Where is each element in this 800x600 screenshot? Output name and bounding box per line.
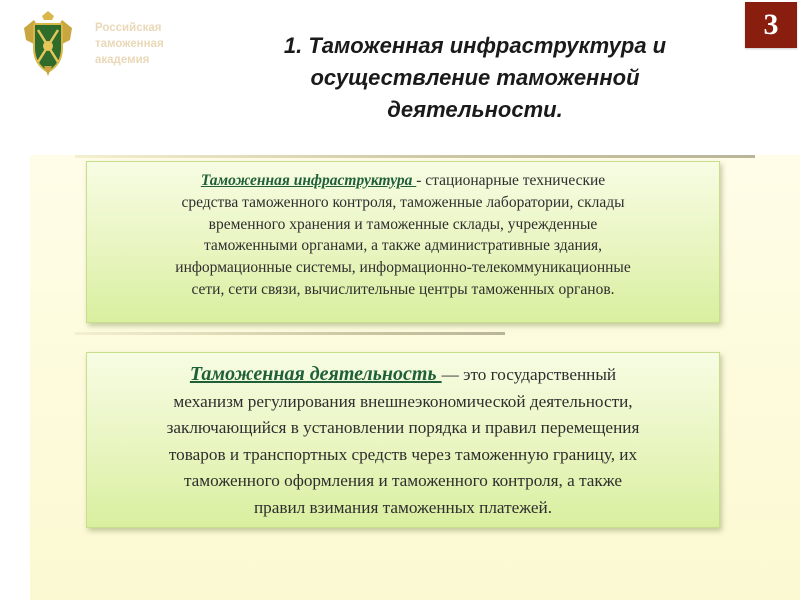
definition-card-infrastructure — [86, 161, 720, 323]
slide-title-line-3: деятельности. — [387, 97, 563, 122]
slide-title — [215, 30, 735, 126]
definition-line: средства таможенного контроля, таможенные лаборатории, склады — [181, 193, 625, 211]
academy-name-line-3: академия — [95, 54, 150, 66]
slide-number-badge: 3 — [745, 2, 797, 48]
academy-name-line-1: Российская — [95, 22, 162, 34]
definition-first-line — [97, 361, 709, 389]
definition-first-line-text: — это государственный — [441, 365, 617, 384]
definition-line: заключающийся в установлении порядка и правил перемещения — [166, 418, 640, 437]
definition-line: таможенными органами, а также административные здания, — [203, 237, 603, 255]
divider-top — [75, 155, 755, 158]
slide-title-line-2: осуществление таможенной — [310, 65, 640, 90]
academy-name — [95, 20, 205, 68]
definition-line: товаров и транспортных средств через таможенную границу, их — [168, 444, 638, 464]
academy-name-line-2: таможенная — [95, 38, 164, 50]
emblem-icon — [20, 10, 76, 78]
definition-line: таможенного оформления и таможенного контроля, а также — [183, 471, 623, 490]
definition-line: временного хранения и таможенные склады, учрежденные — [208, 215, 598, 233]
definition-card-activity — [86, 352, 720, 528]
definition-line: сети, сети связи, вычислительные центры таможенных органов. — [191, 280, 615, 298]
definition-line: механизм регулирования внешнеэкономической деятельности, — [173, 391, 633, 411]
definition-term: Таможенная деятельность — [189, 363, 442, 385]
slide-title-line-1: 1. Таможенная инфраструктура и — [283, 33, 667, 58]
definition-term: Таможенная инфраструктура — [200, 172, 417, 189]
definition-line: правил взимания таможенных платежей. — [253, 497, 553, 517]
divider-middle — [75, 332, 505, 335]
definition-first-line-text: - стационарные технические — [416, 172, 606, 189]
definition-first-line — [101, 170, 705, 192]
definition-line: информационные системы, информационно-телекоммуникационные — [175, 259, 631, 277]
